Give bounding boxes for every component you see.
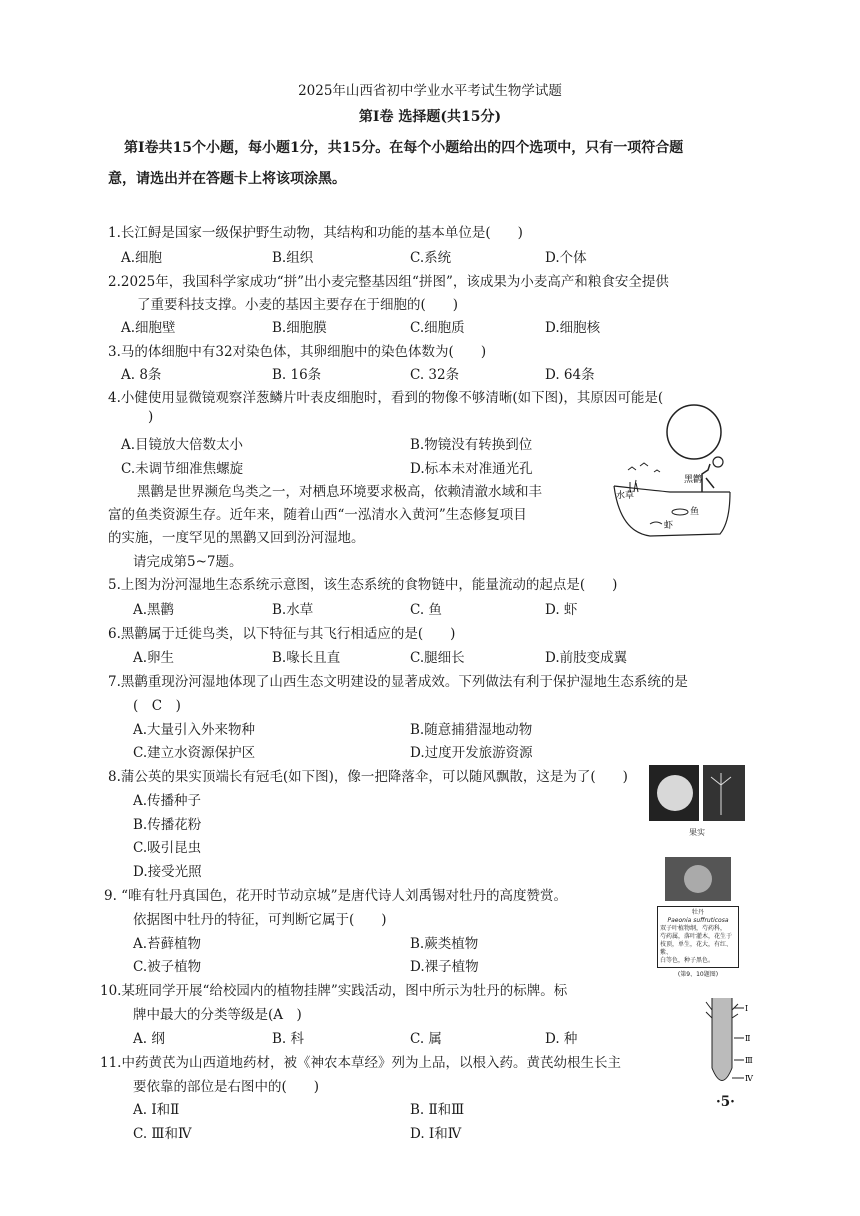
question-8-stem: 8.蒲公英的果实顶端长有冠毛(如下图)，像一把降落伞，可以随风飘散，这是为了( ) (108, 769, 628, 785)
shrimp-icon (650, 522, 662, 524)
question-11-option-b: B. Ⅱ和Ⅲ (410, 1102, 465, 1118)
question-3-option-c: C. 32条 (410, 367, 460, 383)
question-9-stem-line-2: 依据图中牡丹的特征，可判断它属于( ) (133, 912, 387, 928)
label-waterweed: 水草 (616, 491, 635, 501)
question-10-option-c: C. 属 (410, 1031, 442, 1047)
question-9-option-c: C.被子植物 (133, 959, 202, 975)
question-10-stem-line-1: 10.某班同学开展“给校园内的植物挂牌”实践活动，图中所示为牡丹的标牌。标 (100, 983, 568, 999)
question-11-option-d: D. Ⅰ和Ⅳ (410, 1126, 462, 1142)
root-label-iv: Ⅳ (745, 1074, 753, 1083)
question-4-stem-line-1: 4.小健使用显微镜观察洋葱鳞片叶表皮细胞时，看到的物像不够清晰(如下图)，其原因可能是( (108, 390, 664, 406)
question-5-stem: 5.上图为汾河湿地生态系统示意图，该生态系统的食物链中，能量流动的起点是( ) (108, 577, 618, 593)
question-6-option-b: B.喙长且直 (272, 650, 341, 666)
peony-sign-line-4: 白等色，种子黑色。 (660, 957, 715, 964)
question-1-stem: 1.长江鲟是国家一级保护野生动物，其结构和功能的基本单位是( ) (108, 225, 523, 241)
instructions-line-2: 意，请选出并在答题卡上将该项涂黑。 (108, 171, 346, 187)
question-4-option-d: D.标本未对准通光孔 (410, 461, 533, 477)
peony-sign (657, 906, 739, 968)
question-7-stem-line-1: 7.黑鹳重现汾河湿地体现了山西生态文明建设的显著成效。下列做法有利于保护湿地生态系统的是 (108, 674, 688, 690)
question-8-option-a: A.传播种子 (133, 793, 202, 809)
question-11-stem-line-1: 11.中药黄芪为山西道地药材，被《神农本草经》列为上品，以根入药。黄芪幼根生长主 (100, 1055, 621, 1071)
question-8-option-d: D.接受光照 (133, 864, 202, 880)
question-9-option-b: B.蕨类植物 (410, 936, 479, 952)
peony-sign-latin: Paeonia suffruticosa (667, 917, 729, 924)
dandelion-seedhead (657, 775, 693, 811)
label-fish: 鱼 (690, 507, 700, 517)
dandelion-photo-right (703, 765, 745, 821)
question-2-option-c: C.细胞质 (410, 320, 465, 336)
question-10-stem-line-2: 牌中最大的分类等级是(A ) (133, 1007, 302, 1023)
question-2-option-b: B.细胞膜 (272, 320, 327, 336)
question-10-option-d: D. 种 (545, 1031, 578, 1047)
peony-figure (655, 857, 741, 978)
microscope-field-circle (667, 405, 721, 459)
passage-line-4: 请完成第5~7题。 (133, 554, 243, 570)
question-11-option-a: A. Ⅰ和Ⅱ (133, 1102, 180, 1118)
question-1-option-b: B.组织 (272, 250, 314, 266)
instructions-line-1: 第Ⅰ卷共15个小题，每小题1分，共15分。在每个小题给出的四个选项中，只有一项符合题 (124, 140, 684, 156)
peony-sign-name: 牡丹 (691, 909, 704, 916)
peony-flower (684, 865, 712, 893)
question-9-option-d: D.裸子植物 (410, 959, 479, 975)
section-heading: 第Ⅰ卷 选择题(共15分) (358, 109, 502, 125)
fish-icon (672, 509, 688, 515)
wetland-ecosystem-figure (610, 452, 735, 542)
page-number: ·5· (716, 1094, 735, 1110)
question-5-option-c: C. 鱼 (410, 602, 442, 618)
passage-line-1: 黑鹳是世界濒危鸟类之一，对栖息环境要求极高，依赖清澈水域和丰 (137, 484, 542, 500)
root-tip-outline (712, 998, 732, 1081)
question-7-option-c: C.建立水资源保护区 (133, 745, 256, 761)
question-4-option-c: C.未调节细准焦螺旋 (121, 461, 244, 477)
question-9-option-a: A.苔藓植物 (133, 936, 202, 952)
question-3-stem: 3.马的体细胞中有32对染色体，其卵细胞中的染色体数为( ) (108, 344, 487, 360)
question-1-option-d: D.个体 (545, 250, 587, 266)
peony-sign-line-3: 枝顶，单生，花大，有红、紫、 (660, 941, 733, 956)
question-7-option-b: B.随意捕猎湿地动物 (410, 722, 533, 738)
question-3-option-a: A. 8条 (121, 367, 162, 383)
question-7-stem-line-2: ( C ) (133, 698, 181, 714)
exam-title: 2025年山西省初中学业水平考试生物学试题 (298, 83, 562, 99)
question-8-option-c: C.吸引昆虫 (133, 840, 202, 856)
question-10-option-b: B. 科 (272, 1031, 305, 1047)
peony-sign-line-2: 芍药属，落叶灌木，花生于 (660, 933, 733, 940)
question-9-stem-line-1: 9. “唯有牡丹真国色，花开时节动京城”是唐代诗人刘禹锡对牡丹的高度赞赏。 (104, 888, 567, 904)
birds-icon (628, 463, 660, 472)
passage-line-2: 富的鱼类资源生存。近年来，随着山西“一泓清水入黄河”生态修复项目 (108, 507, 527, 523)
question-5-option-d: D. 虾 (545, 602, 578, 618)
question-6-option-a: A.卵生 (133, 650, 175, 666)
question-5-option-a: A.黑鹳 (133, 602, 175, 618)
question-10-option-a: A. 纲 (133, 1031, 165, 1047)
question-5-option-b: B.水草 (272, 602, 314, 618)
question-11-option-c: C. Ⅲ和Ⅳ (133, 1126, 192, 1142)
question-6-stem: 6.黑鹳属于迁徙鸟类，以下特征与其飞行相适应的是( ) (108, 626, 456, 642)
question-4-stem-line-2: ) (148, 409, 154, 425)
question-6-option-d: D.前肢变成翼 (545, 650, 628, 666)
question-7-option-d: D.过度开发旅游资源 (410, 745, 533, 761)
question-4-option-b: B.物镜没有转换到位 (410, 437, 533, 453)
question-6-option-c: C.腿细长 (410, 650, 465, 666)
dandelion-figure (649, 765, 745, 835)
peony-photo (655, 857, 741, 901)
question-4-option-a: A.目镜放大倍数太小 (121, 437, 244, 453)
dandelion-photos (649, 765, 745, 823)
question-7-option-a: A.大量引入外来物种 (133, 722, 256, 738)
passage-line-3: 的实施，一度罕见的黑鹳又回到汾河湿地。 (108, 530, 365, 546)
question-2-stem-line-2: 了重要科技支撑。小麦的基因主要存在于细胞的( ) (137, 297, 459, 313)
root-label-iii: Ⅲ (745, 1056, 753, 1065)
sun-icon (713, 457, 723, 467)
label-shrimp: 虾 (664, 521, 674, 531)
question-3-option-b: B. 16条 (272, 367, 322, 383)
question-2-option-d: D.细胞核 (545, 320, 601, 336)
peony-sign-line-1: 双子叶植物纲，芍药科， (660, 925, 727, 932)
question-3-option-d: D. 64条 (545, 367, 595, 383)
question-8-option-b: B.传播花粉 (133, 817, 202, 833)
root-label-ii: Ⅱ (745, 1034, 751, 1043)
question-1-option-c: C.系统 (410, 250, 452, 266)
question-11-stem-line-2: 要依靠的部位是右图中的( ) (133, 1079, 320, 1095)
question-1-option-a: A.细胞 (121, 250, 163, 266)
dandelion-caption: 果实 (689, 828, 705, 837)
question-2-stem-line-1: 2.2025年，我国科学家成功“拼”出小麦完整基因组“拼图”，该成果为小麦高产和粮食安全提供 (108, 274, 669, 290)
label-stork: 黑鹳 (684, 475, 703, 485)
peony-caption: (第9、10题图) (677, 971, 719, 978)
root-label-i: Ⅰ (745, 1004, 749, 1013)
question-2-option-a: A.细胞壁 (121, 320, 176, 336)
stork-icon (702, 464, 714, 492)
root-tip-figure (700, 998, 755, 1093)
